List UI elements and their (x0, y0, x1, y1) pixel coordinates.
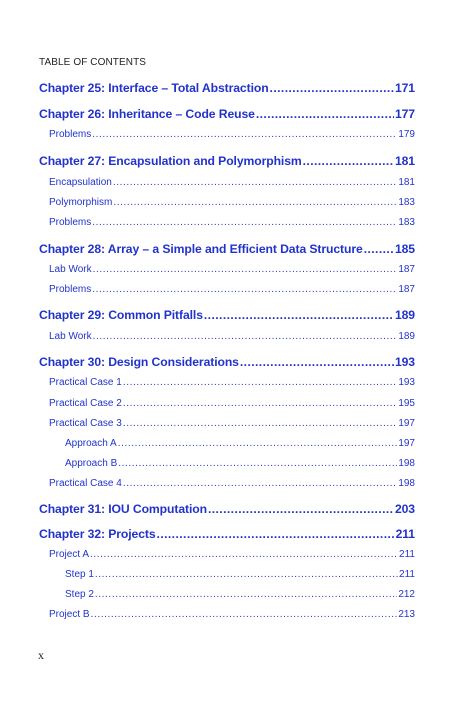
dot-leader (256, 107, 394, 121)
toc-entry-page: 179 (398, 129, 415, 140)
toc-entry-problems[interactable] (49, 129, 415, 140)
toc-entry-page: 193 (394, 355, 415, 369)
toc-entry-page: 181 (394, 154, 415, 168)
toc-entry-step-2[interactable] (65, 589, 415, 600)
toc-entry-title: Practical Case 3 (49, 418, 122, 429)
dot-leader (118, 458, 397, 469)
toc-entry-page: 211 (395, 527, 415, 541)
dot-leader (303, 154, 394, 168)
toc-entry-chapter-25[interactable] (39, 81, 415, 95)
toc-entry-title: Chapter 29: Common Pitfalls (39, 308, 203, 322)
dot-leader (113, 177, 397, 188)
toc-entry-polymorphism[interactable] (49, 197, 415, 208)
toc-entry-title: Chapter 27: Encapsulation and Polymorphism (39, 154, 302, 168)
toc-entry-chapter-31[interactable] (39, 502, 415, 516)
toc-entry-chapter-27[interactable] (39, 154, 415, 168)
toc-entry-title: Practical Case 4 (49, 478, 122, 489)
toc-entry-practical-case-2[interactable] (49, 398, 415, 409)
toc-entry-title: Practical Case 1 (49, 377, 122, 388)
toc-entry-page: 212 (398, 589, 415, 600)
dot-leader (92, 217, 397, 228)
toc-entry-page: 171 (394, 81, 415, 95)
toc-entry-title: Practical Case 2 (49, 398, 122, 409)
dot-leader (91, 609, 398, 620)
toc-entry-page: 177 (394, 107, 415, 121)
toc-entry-practical-case-4[interactable] (49, 478, 415, 489)
toc-entry-problems[interactable] (49, 284, 415, 295)
toc-entry-approach-b[interactable] (65, 458, 415, 469)
toc-entry-title: Step 2 (65, 589, 94, 600)
toc-entry-page: 187 (398, 284, 415, 295)
dot-leader (93, 264, 398, 275)
toc-entry-practical-case-3[interactable] (49, 418, 415, 429)
toc-entry-page: 213 (398, 609, 415, 620)
toc-entry-project-a[interactable] (49, 549, 415, 560)
toc-entry-page: 187 (398, 264, 415, 275)
toc-entry-title: Approach B (65, 458, 118, 469)
dot-leader (123, 418, 398, 429)
toc-entry-problems[interactable] (49, 217, 415, 228)
toc-entry-chapter-29[interactable] (39, 308, 415, 322)
toc-entry-page: 211 (399, 569, 415, 580)
dot-leader (157, 527, 395, 541)
toc-entry-page: 183 (398, 217, 415, 228)
toc-entry-chapter-26[interactable] (39, 107, 415, 121)
toc-entry-title: Lab Work (49, 331, 92, 342)
toc-entry-chapter-30[interactable] (39, 355, 415, 369)
dot-leader (90, 549, 398, 560)
dot-leader (208, 502, 394, 516)
toc-entry-chapter-32[interactable] (39, 527, 415, 541)
dot-leader (95, 589, 397, 600)
dot-leader (92, 284, 397, 295)
toc-entry-title: Chapter 30: Design Considerations (39, 355, 239, 369)
page-header: TABLE OF CONTENTS (39, 57, 147, 68)
dot-leader (270, 81, 394, 95)
toc-entry-project-b[interactable] (49, 609, 415, 620)
dot-leader (118, 438, 398, 449)
page-number: x (38, 648, 44, 662)
toc-entry-title: Chapter 28: Array – a Simple and Efficient Data Structure (39, 242, 363, 256)
toc-entry-title: Chapter 32: Projects (39, 527, 156, 541)
toc-entry-page: 181 (398, 177, 415, 188)
dot-leader (123, 398, 398, 409)
toc-entry-page: 203 (394, 502, 415, 516)
dot-leader (93, 331, 398, 342)
toc-entry-practical-case-1[interactable] (49, 377, 415, 388)
toc-entry-title: Step 1 (65, 569, 94, 580)
toc-entry-page: 189 (398, 331, 415, 342)
toc-entry-page: 197 (398, 418, 415, 429)
dot-leader (123, 377, 398, 388)
toc-entry-page: 185 (394, 242, 415, 256)
toc-entry-page: 183 (398, 197, 415, 208)
toc-entry-page: 189 (394, 308, 415, 322)
toc-entry-title: Chapter 26: Inheritance – Code Reuse (39, 107, 255, 121)
toc-entry-title: Problems (49, 284, 92, 295)
toc-entry-title: Approach A (65, 438, 117, 449)
toc-entry-lab-work[interactable] (49, 331, 415, 342)
toc-entry-title: Problems (49, 129, 92, 140)
toc-entry-page: 193 (398, 377, 415, 388)
toc-entry-title: Project B (49, 609, 90, 620)
toc-entry-page: 198 (398, 458, 415, 469)
toc-entry-title: Chapter 25: Interface – Total Abstraction (39, 81, 269, 95)
toc-entry-title: Chapter 31: IOU Computation (39, 502, 207, 516)
toc-entry-encapsulation[interactable] (49, 177, 415, 188)
toc-entry-chapter-28[interactable] (39, 242, 415, 256)
dot-leader (240, 355, 394, 369)
toc-entry-title: Problems (49, 217, 92, 228)
toc-entry-lab-work[interactable] (49, 264, 415, 275)
toc-entry-title: Encapsulation (49, 177, 112, 188)
toc-entry-page: 197 (398, 438, 415, 449)
toc-entry-page: 211 (399, 549, 415, 560)
toc-entry-title: Project A (49, 549, 90, 560)
dot-leader (113, 197, 397, 208)
toc-entry-approach-a[interactable] (65, 438, 415, 449)
dot-leader (123, 478, 398, 489)
dot-leader (204, 308, 394, 322)
dot-leader (364, 242, 394, 256)
toc-entry-title: Lab Work (49, 264, 92, 275)
toc-entry-title: Polymorphism (49, 197, 113, 208)
dot-leader (92, 129, 397, 140)
toc-entry-page: 198 (398, 478, 415, 489)
dot-leader (95, 569, 398, 580)
toc-entry-page: 195 (398, 398, 415, 409)
toc-entry-step-1[interactable] (65, 569, 415, 580)
